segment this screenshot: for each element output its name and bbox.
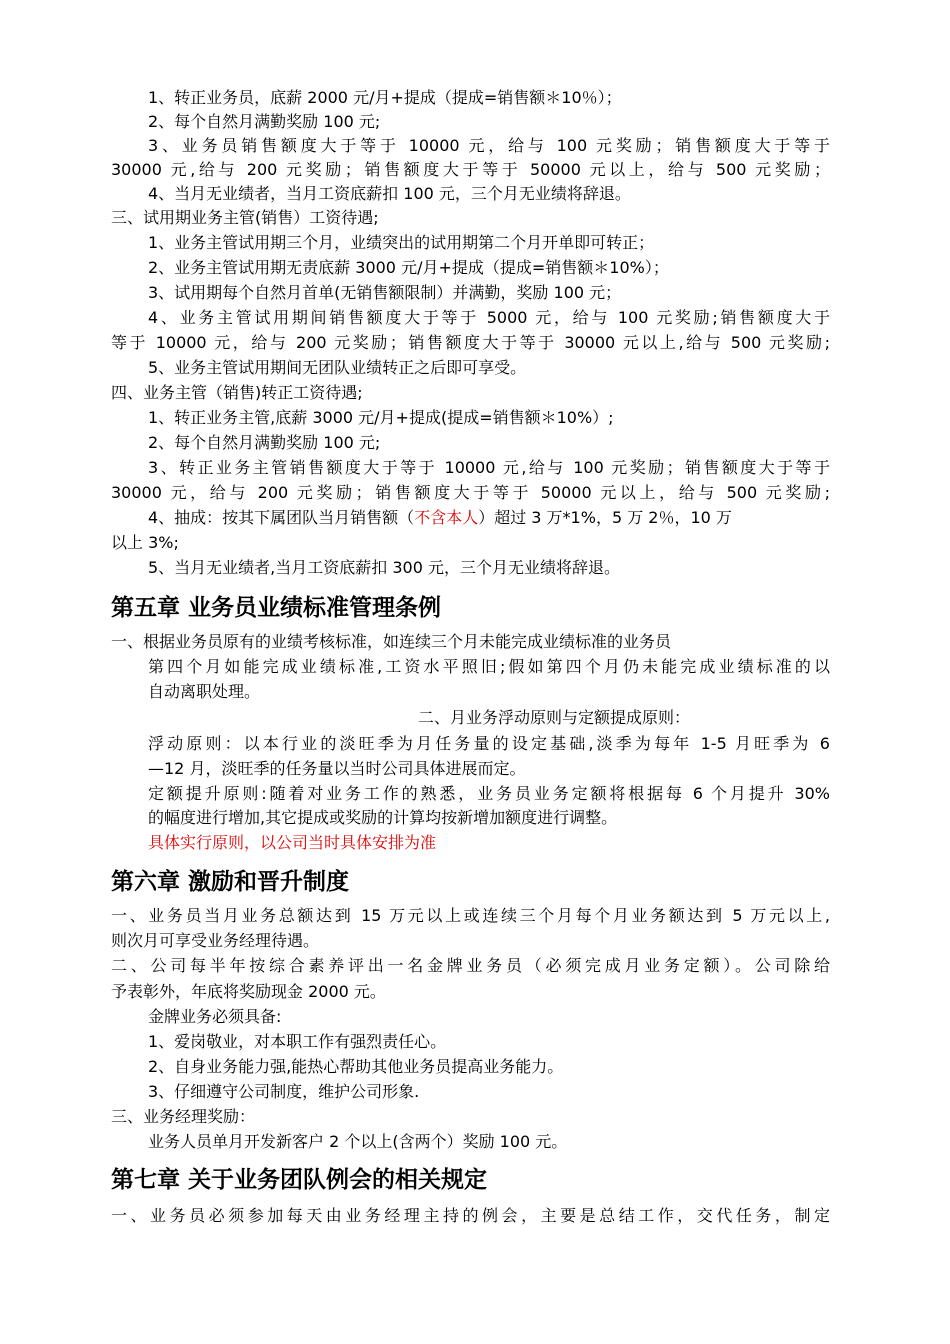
rule-line: 5、业务主管试用期间无团队业绩转正之后即可享受。: [148, 358, 527, 377]
rule-line: 2、每个自然月满勤奖励 100 元;: [148, 433, 381, 452]
rule-line: 1、转正业务主管,底薪 3000 元/月+提成(提成=销售额＊10%）;: [148, 408, 614, 427]
rule-line: 1、转正业务员，底薪 2000 元/月+提成（提成=销售额＊10％）；: [148, 88, 622, 107]
rule-line: 3、转正业务主管销售额度大于等于 10000 元,给与 100 元奖励；销售额度大于等于: [148, 458, 830, 477]
paragraph-line: 自动离职处理。: [148, 682, 261, 701]
section-heading: 二、月业务浮动原则与定额提成原则：: [418, 708, 691, 727]
paragraph-line: 二、公司每半年按综合素养评出一名金牌业务员（必须完成月业务定额）。公司除给: [111, 956, 830, 975]
rule-line: 以上 3%;: [111, 533, 179, 552]
rule-text: 4、抽成：按其下属团队当月销售额（: [148, 508, 415, 527]
chapter-title: 第七章 关于业务团队例会的相关规定: [111, 1167, 488, 1193]
paragraph-line: 定额提升原则:随着对业务工作的熟悉，业务员业务定额将根据每 6 个月提升 30%: [148, 784, 830, 803]
paragraph-line: 业务人员单月开发新客户 2 个以上(含两个）奖励 100 元。: [148, 1132, 568, 1151]
list-item: 3、仔细遵守公司制度，维护公司形象.: [148, 1082, 420, 1101]
rule-line: 5、当月无业绩者,当月工资底薪扣 300 元，三个月无业绩将辞退。: [148, 558, 620, 577]
rule-text: ）超过 3 万*1%，5 万 2％，10 万: [478, 508, 732, 527]
rule-line: 3、业务员销售额度大于等于 10000 元，给与 100 元奖励；销售额度大于等于: [148, 136, 830, 155]
section-heading: 三、业务经理奖励：: [111, 1107, 256, 1126]
paragraph-line: 一、根据业务员原有的业绩考核标准，如连续三个月未能完成业绩标准的业务员: [111, 632, 672, 651]
section-heading: 三、试用期业务主管(销售）工资待遇;: [111, 208, 379, 227]
paragraph-line: 一、业务员当月业务总额达到 15 万元以上或连续三个月每个月业务额达到 5 万元以上,: [111, 906, 830, 925]
chapter-title: 第六章 激励和晋升制度: [111, 869, 350, 895]
rule-line: [148, 506, 732, 530]
paragraph-line: 第四个月如能完成业绩标准,工资水平照旧;假如第四个月仍未能完成业绩标准的以: [148, 657, 830, 676]
rule-line: 等于 10000 元，给与 200 元奖励；销售额度大于等于 30000 元以上,给与 500 元奖励;: [111, 333, 830, 352]
rule-line: 1、业务主管试用期三个月，业绩突出的试用期第二个月开单即可转正；: [148, 233, 655, 252]
paragraph-line: 浮动原则：以本行业的淡旺季为月任务量的设定基础,淡季为每年 1-5 月旺季为 6: [148, 734, 830, 753]
highlight-note: 具体实行原则，以公司当时具体安排为准: [148, 833, 437, 852]
list-item: 2、自身业务能力强,能热心帮助其他业务员提高业务能力。: [148, 1057, 564, 1076]
rule-line: 30000 元，给与 200 元奖励；销售额度大于等于 50000 元以上，给与 500 元奖励;: [111, 483, 830, 502]
paragraph-line: 的幅度进行增加,其它提成或奖励的计算均按新增加额度进行调整。: [148, 808, 618, 827]
rule-line: 4、业务主管试用期间销售额度大于等于 5000 元，给与 100 元奖励;销售额度大于: [148, 308, 830, 327]
paragraph-line: 予表彰外，年底将奖励现金 2000 元。: [111, 982, 386, 1001]
rule-line: 4、当月无业绩者，当月工资底薪扣 100 元，三个月无业绩将辞退。: [148, 184, 631, 203]
paragraph-line: 则次月可享受业务经理待遇。: [111, 931, 320, 950]
chapter-title: 第五章 业务员业绩标准管理条例: [111, 595, 442, 621]
section-heading: 四、业务主管（销售)转正工资待遇;: [111, 383, 363, 402]
paragraph-line: —12 月，淡旺季的任务量以当时公司具体进展而定。: [148, 759, 526, 778]
rule-line: 30000 元,给与 200 元奖励；销售额度大于等于 50000 元以上，给与 500 元奖励；: [111, 160, 830, 179]
rule-line: 3、试用期每个自然月首单(无销售额限制）并满勤，奖励 100 元；: [148, 283, 622, 302]
rule-line: 2、每个自然月满勤奖励 100 元;: [148, 112, 381, 131]
highlight-text: 不含本人: [414, 508, 479, 527]
paragraph-line: 金牌业务必须具备:: [148, 1007, 282, 1026]
paragraph-line: 一、业务员必须参加每天由业务经理主持的例会，主要是总结工作，交代任务，制定: [111, 1206, 830, 1225]
rule-line: 2、业务主管试用期无责底薪 3000 元/月+提成（提成=销售额＊10%）；: [148, 258, 669, 277]
list-item: 1、爱岗敬业，对本职工作有强烈责任心。: [148, 1032, 447, 1051]
